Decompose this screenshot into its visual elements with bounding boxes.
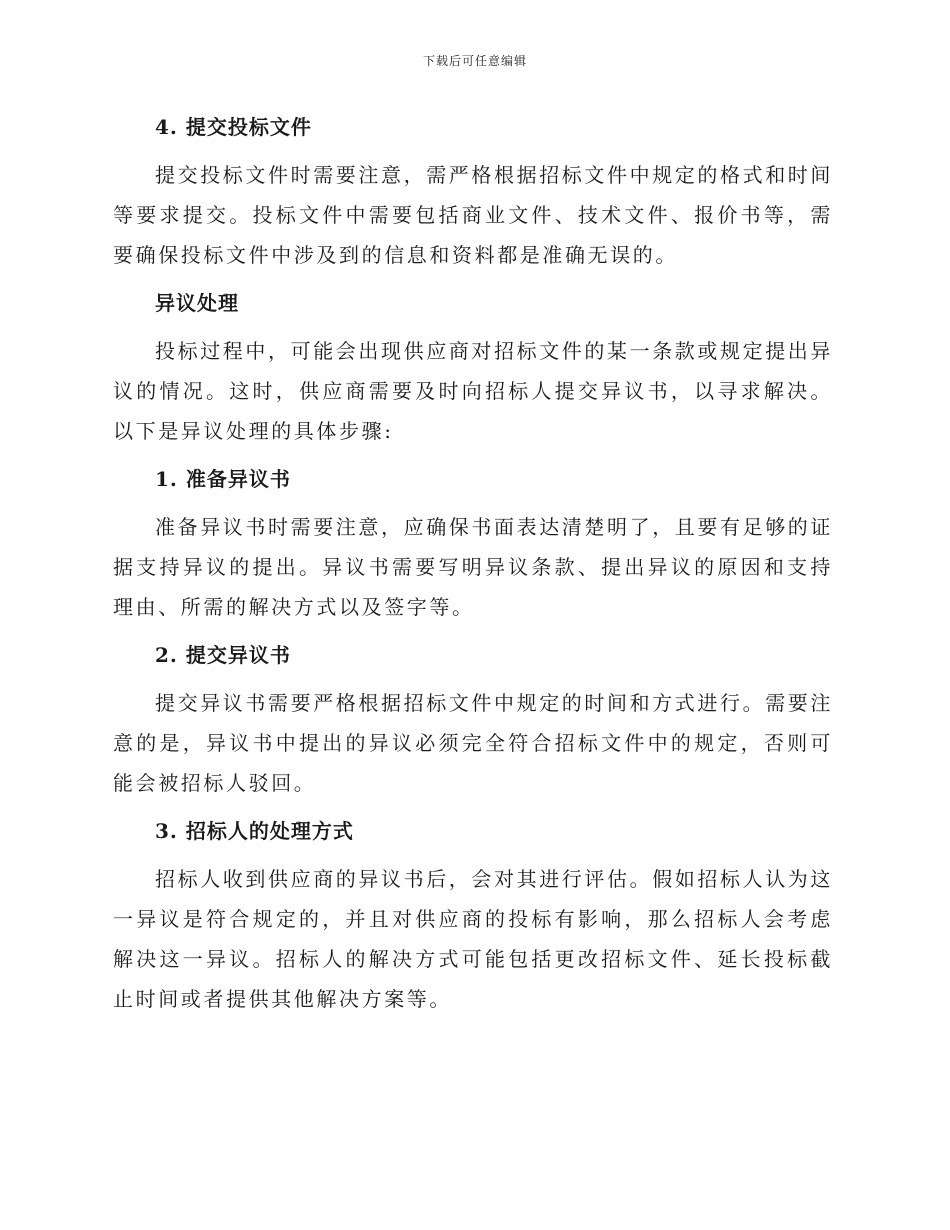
section-paragraph-prepare-objection: 准备异议书时需要注意，应确保书面表达清楚明了，且要有足够的证据支持异议的提出。异议书需要写明异议条款、提出异议的原因和支持理由、所需的解决方式以及签字等。 bbox=[113, 515, 833, 619]
section-heading-submit-objection: 2. 提交异议书 bbox=[155, 643, 291, 667]
document-body bbox=[113, 108, 833, 1028]
section-heading-prepare-objection: 1. 准备异议书 bbox=[155, 467, 291, 491]
page-header: 下载后可任意编辑 bbox=[422, 54, 527, 68]
section-paragraph-objection-handling: 投标过程中，可能会出现供应商对招标文件的某一条款或规定提出异议的情况。这时，供应商需要及时向招标人提交异议书，以寻求解决。以下是异议处理的具体步骤: bbox=[113, 339, 833, 443]
section-paragraph-submit-objection: 提交异议书需要严格根据招标文件中规定的时间和方式进行。需要注意的是，异议书中提出的异议必须完全符合招标文件中的规定，否则可能会被招标人驳回。 bbox=[113, 691, 833, 795]
section-paragraph-submit-bid: 提交投标文件时需要注意，需严格根据招标文件中规定的格式和时间等要求提交。投标文件中需要包括商业文件、技术文件、报价书等，需要确保投标文件中涉及到的信息和资料都是准确无误的。 bbox=[113, 163, 833, 267]
section-heading-submit-bid: 4. 提交投标文件 bbox=[155, 115, 312, 139]
section-heading-objection-handling: 异议处理 bbox=[155, 291, 239, 315]
section-heading-tenderer-handling: 3. 招标人的处理方式 bbox=[155, 819, 354, 843]
section-paragraph-tenderer-handling: 招标人收到供应商的异议书后，会对其进行评估。假如招标人认为这一异议是符合规定的，并且对供应商的投标有影响，那么招标人会考虑解决这一异议。招标人的解决方式可能包括更改招标文件、延长投标截止时间或者提供其他解决方案等。 bbox=[113, 867, 833, 1011]
